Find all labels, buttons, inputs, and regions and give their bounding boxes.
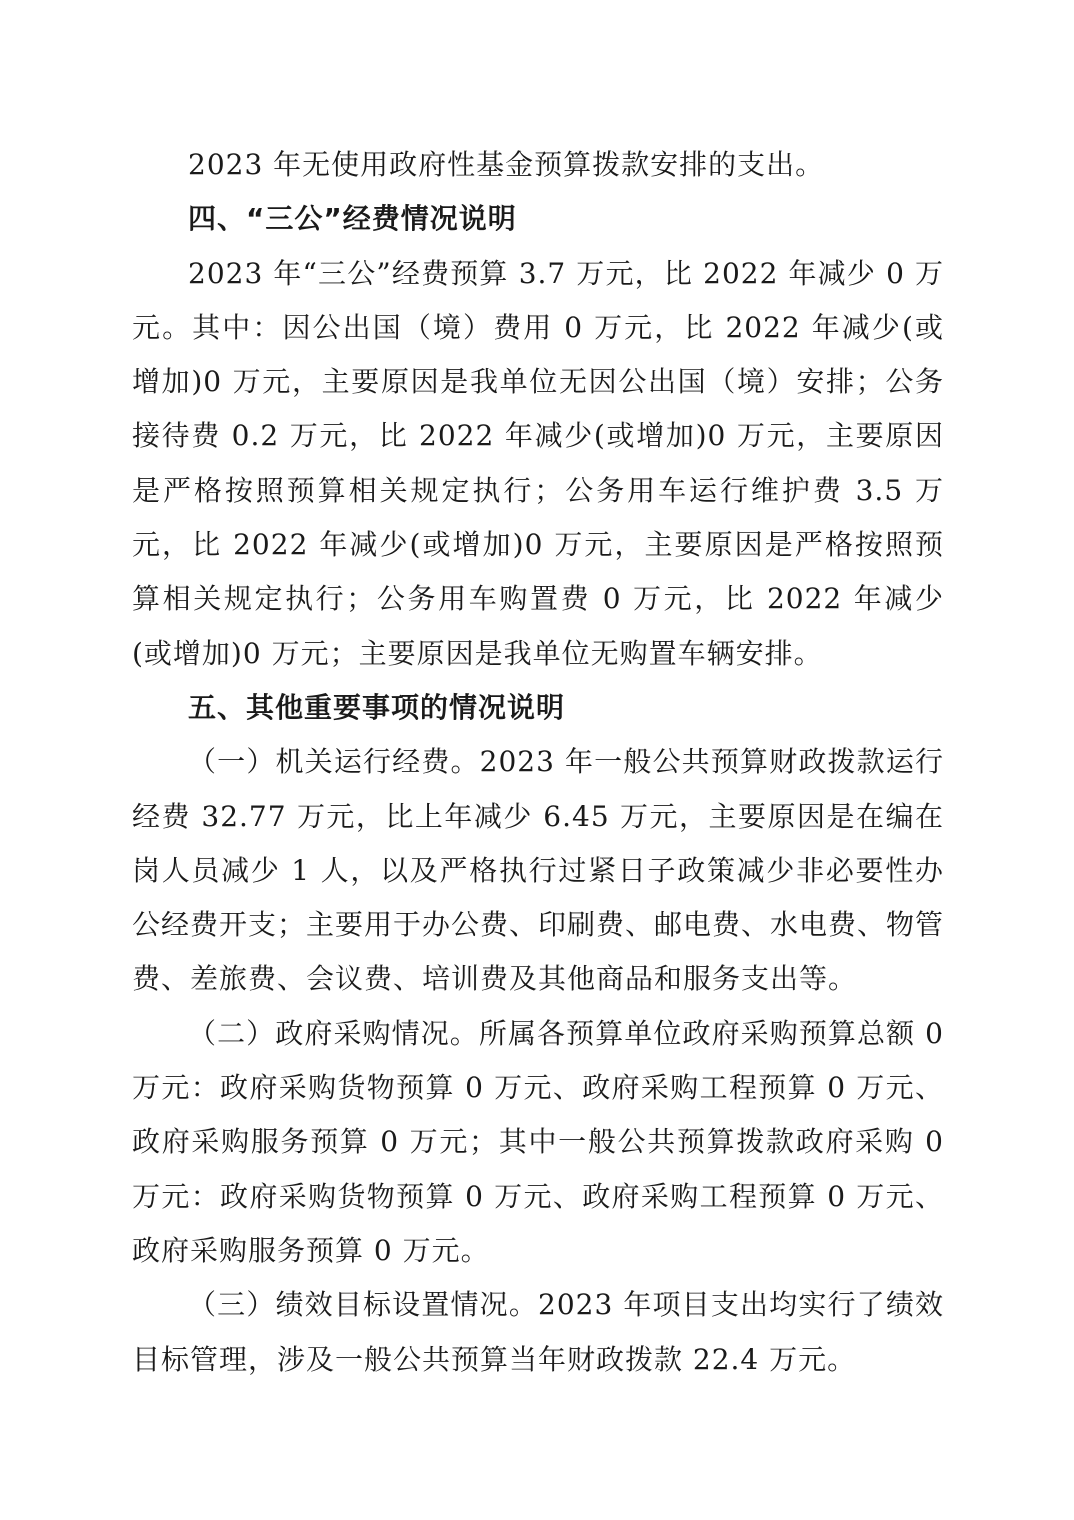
document-page — [132, 138, 944, 1387]
paragraph-three-public-expenses: 2023 年“三公”经费预算 3.7 万元，比 2022 年减少 0 万元。其中：因公出国（境）费用 0 万元，比 2022 年减少(或增加)0 万元，主要原因是我单位无因公出国（境）安排；公务接待费 0.2 万元，比 2022 年减少(或增加)0 万元，主要原因是严格按照预算相关规定执行；公务用车运行维护费 3.5 万元，比 2022 年减少(或增加)0 万元，主要原因是严格按照预算相关规定执行；公务用车购置费 0 万元，比 2022 年减少(或增加)0 万元；主要原因是我单位无购置车辆安排。 — [132, 256, 944, 670]
section-heading-three-public: 四、“三公”经费情况说明 — [188, 202, 517, 236]
section-heading-other-matters: 五、其他重要事项的情况说明 — [188, 690, 566, 724]
paragraph-operating-expenses: （一）机关运行经费。2023 年一般公共预算财政拨款运行经费 32.77 万元，比上年减少 6.45 万元，主要原因是在编在岗人员减少 1 人，以及严格执行过紧日子政策减少非必要性办公经费开支；主要用于办公费、印刷费、邮电费、水电费、物管费、差旅费、会议费、培训费及其他商品和服务支出等。 — [132, 745, 945, 996]
paragraph-government-fund: 2023 年无使用政府性基金预算拨款安排的支出。 — [188, 148, 825, 181]
paragraph-procurement: （二）政府采购情况。所属各预算单位政府采购预算总额 0 万元：政府采购货物预算 0 万元、政府采购工程预算 0 万元、政府采购服务预算 0 万元；其中一般公共预算拨款政府采购 0 万元：政府采购货物预算 0 万元、政府采购工程预算 0 万元、政府采购服务预算 0 万元。 — [132, 1016, 944, 1267]
paragraph-performance-targets: （三）绩效目标设置情况。2023 年项目支出均实行了绩效目标管理，涉及一般公共预算当年财政拨款 22.4 万元。 — [132, 1288, 944, 1376]
